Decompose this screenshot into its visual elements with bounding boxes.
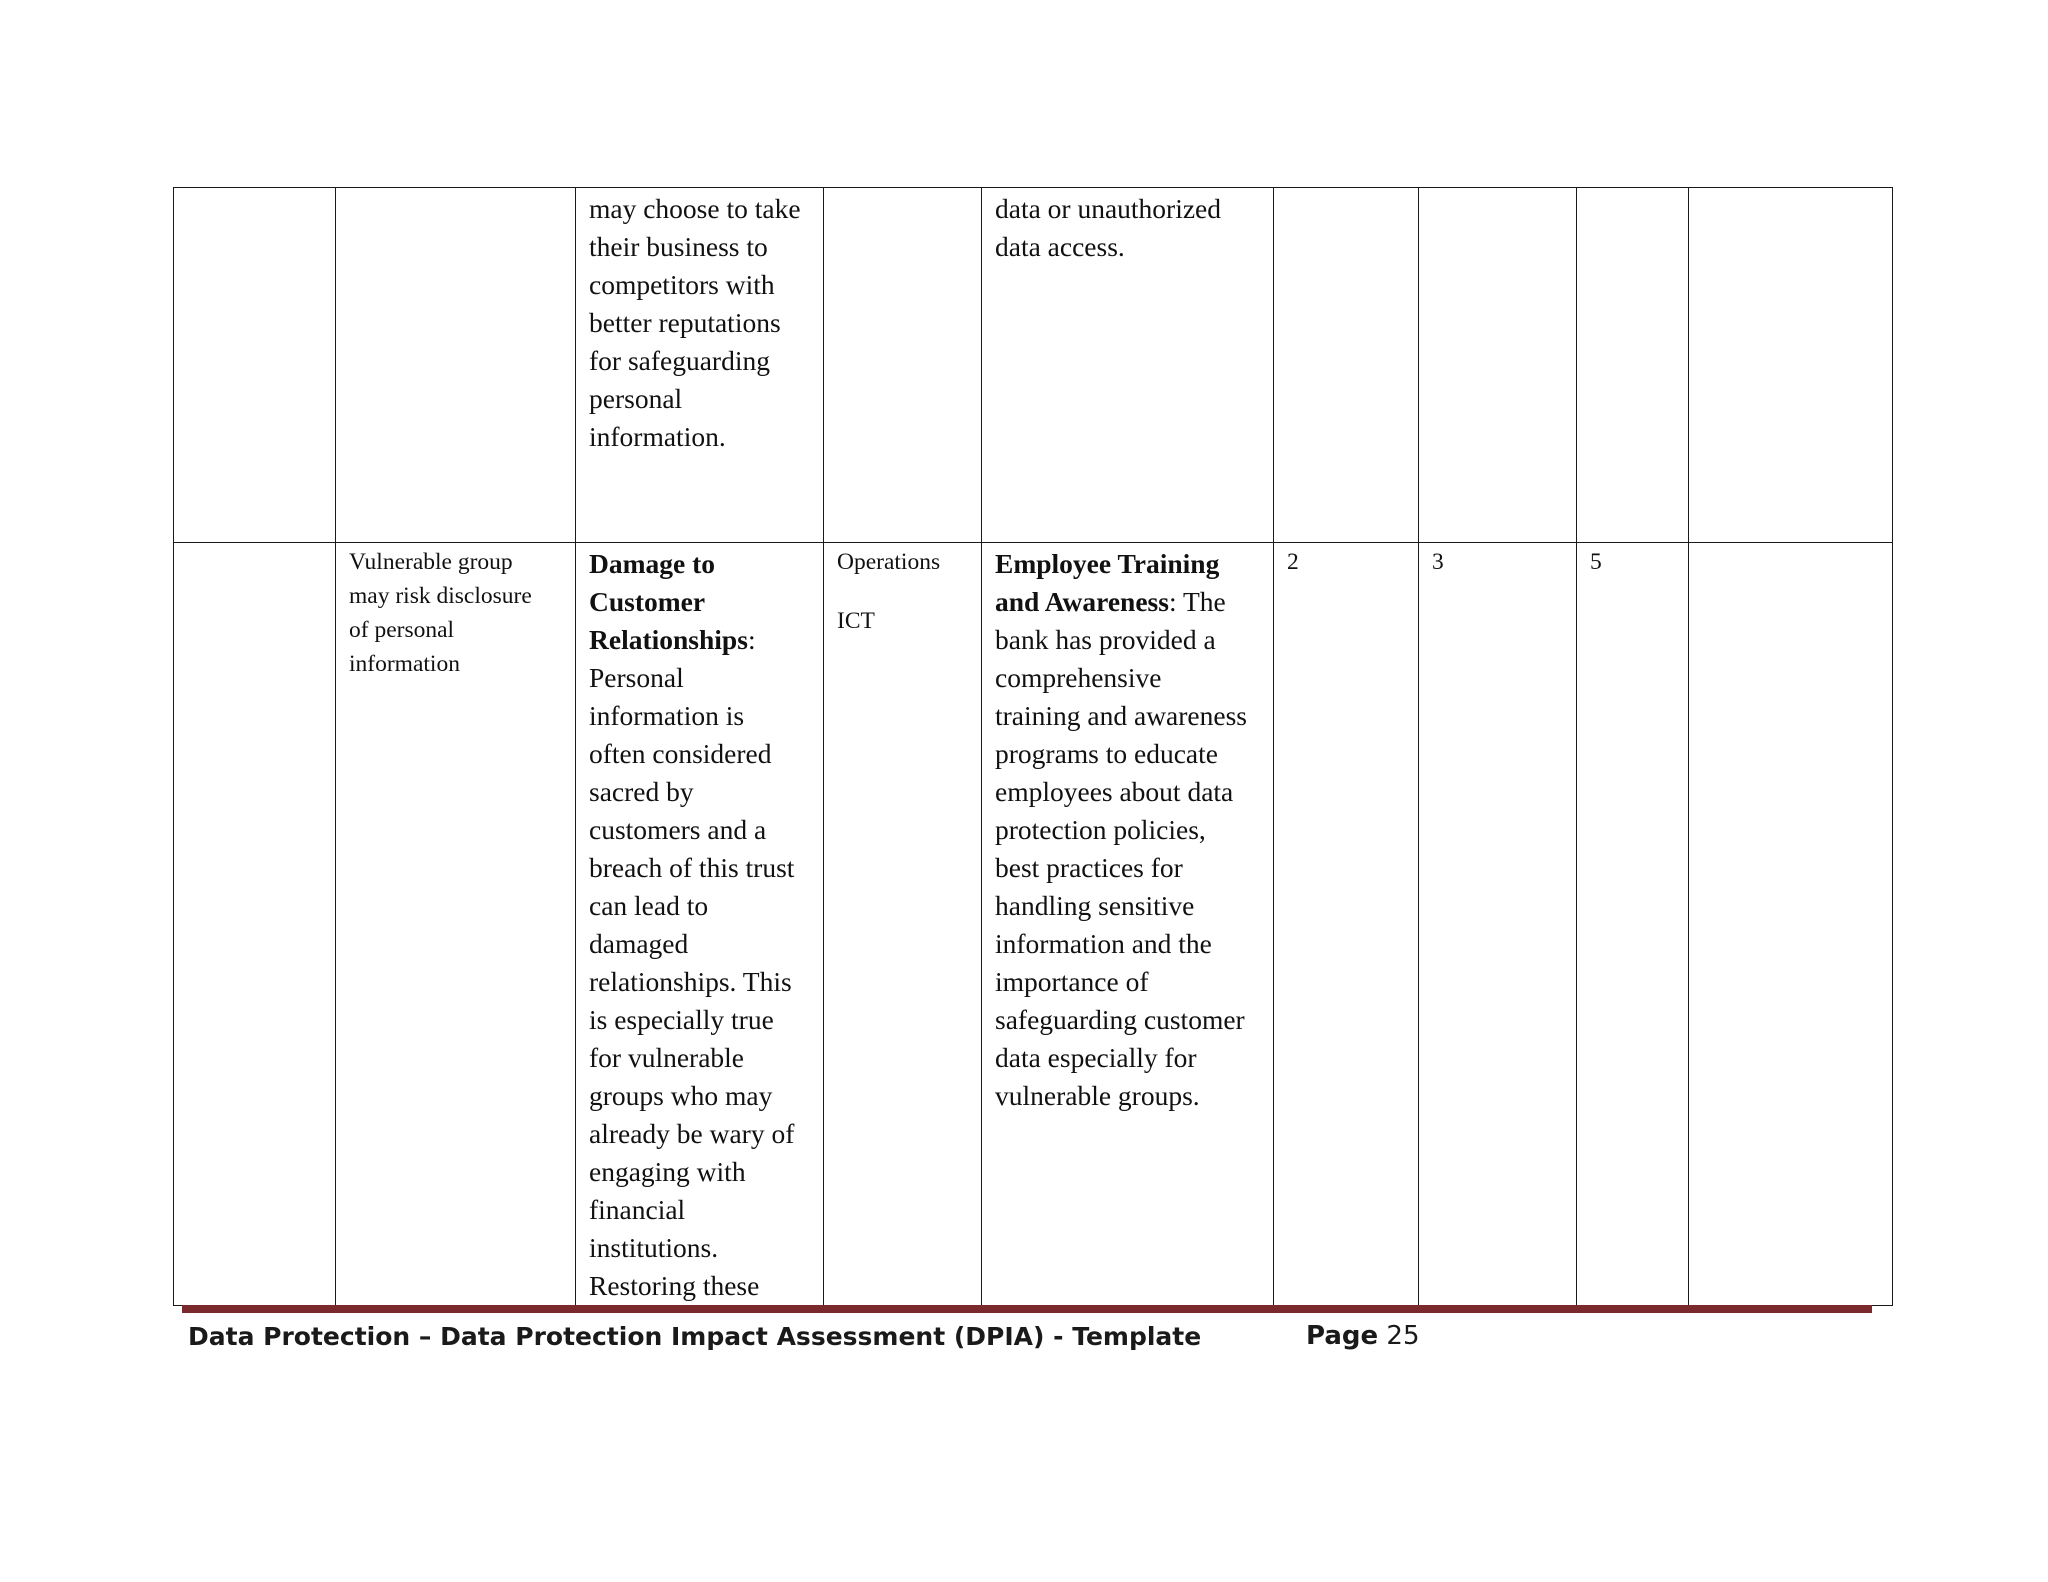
table-cell-empty [1419,188,1577,543]
footer-rule [182,1305,1872,1313]
measure-body: : The bank has provided a comprehensive training and awareness programs to educate employees about data protection policies, best practices for handling sensitive information and the importance of safeguarding customer data especially for vulnerable groups. [995,586,1247,1111]
table-cell-measure [982,543,1274,1306]
owner-block [824,543,981,638]
footer-title: Data Protection – Data Protection Impact Assessment (DPIA) - Template [188,1322,1202,1351]
table-cell-owner [824,543,982,1306]
consequence-body: Personal information is often considered sacred by customers and a breach of this trust can lead to damaged relationships. This is especially true for vulnerable groups who may already be wary of engaging with financial institutions. Restoring these [589,662,795,1301]
table-row [174,188,1893,543]
score-value: 5 [1590,549,1602,575]
table-cell-empty [174,188,336,543]
dpia-table [173,187,1893,1306]
table-cell-empty [336,188,576,543]
table-cell-score [1577,543,1689,1306]
table-cell-impact [1419,543,1577,1306]
table-row [174,543,1893,1306]
table-cell-empty [1689,543,1893,1306]
page-label: Page [1306,1321,1379,1351]
measure-title: Employee Training and Awareness [995,548,1220,617]
table-cell-likelihood [1274,543,1419,1306]
owner-operations: Operations [837,549,941,575]
table-cell-empty [1689,188,1893,543]
likelihood-value: 2 [1287,549,1299,575]
table-cell-empty [1274,188,1419,543]
table-cell-empty [1577,188,1689,543]
table-cell-measure [982,188,1274,543]
consequence-block [576,543,823,1305]
risk-text: Vulnerable group may risk disclosure of personal information [349,549,532,677]
page-number [1306,1321,1420,1351]
consequence-text: may choose to take their business to competitors with better reputations for safeguarding personal information. [589,193,801,452]
consequence-colon: : [747,624,756,655]
measure-block [982,543,1273,1115]
table-cell-consequence [576,543,824,1306]
table-cell-risk [336,543,576,1306]
impact-value: 3 [1432,549,1444,575]
owner-ict: ICT [837,608,875,634]
table-cell-consequence [576,188,824,543]
table-cell-empty [824,188,982,543]
consequence-title: Damage to Customer Relationships [589,548,748,655]
page-number-value: 25 [1386,1321,1420,1351]
table-cell-empty [174,543,336,1306]
measure-text: data or unauthorized data access. [995,193,1222,262]
